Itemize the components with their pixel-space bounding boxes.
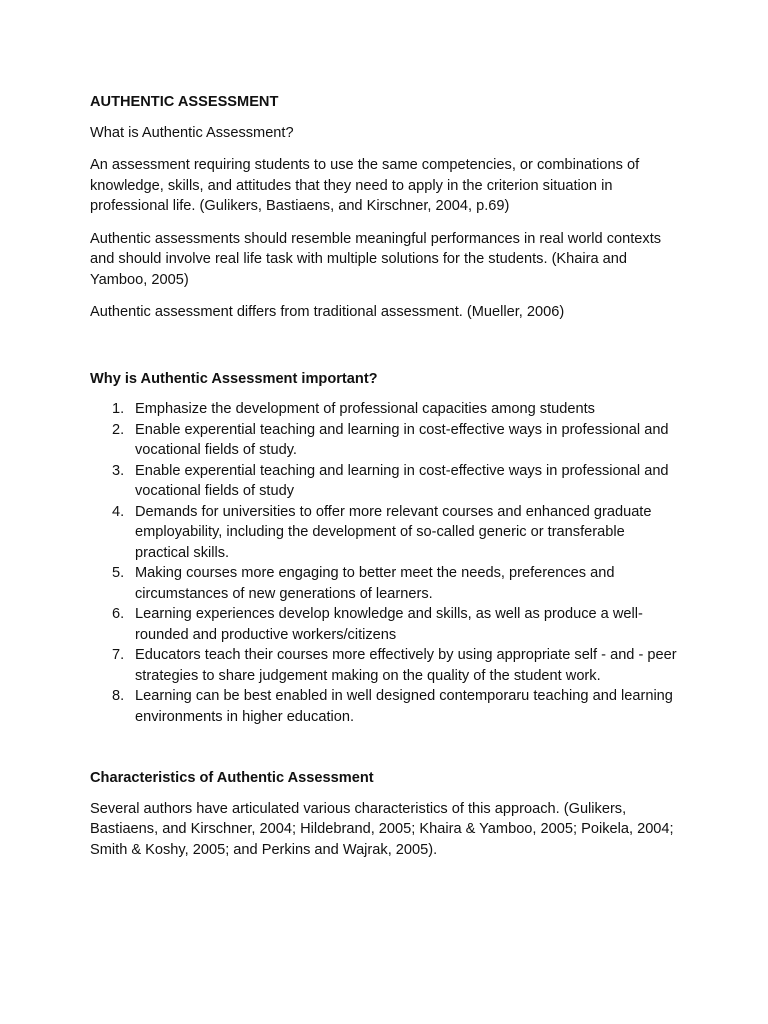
list-text: Enable experential teaching and learning in cost-effective ways in professional and vocational fields of study. (135, 421, 669, 458)
paragraph-definition: An assessment requiring students to use the same competencies, or combinations of knowledge, skills, and attitudes that they need to apply in the criterion situation in professional life. (Gulikers, Bastiaens, and Kirschner, 2004, p.69) (90, 157, 640, 214)
paragraph-characteristics: Several authors have articulated various characteristics of this approach. (Gulikers, Bastiaens, and Kirschner, 2004; Hildebrand, 2005; Khaira & Yamboo, 2005; Poikela, 2004; Smith & Koshy, 2005; and Perkins and Wajrak, 2005). (90, 800, 674, 858)
importance-list (90, 399, 680, 727)
list-item (90, 563, 680, 604)
list-text: Educators teach their courses more effectively by using appropriate self - and - peer strategies to share judgement making on the quality of the student work. (135, 647, 677, 684)
document-title: AUTHENTIC ASSESSMENT (90, 94, 279, 110)
list-item (90, 420, 680, 461)
list-text: Learning experiences develop knowledge and skills, as well as produce a well-rounded and productive workers/citizens (135, 606, 643, 643)
paragraph-resemble: Authentic assessments should resemble meaningful performances in real world contexts and should involve real life task with multiple solutions for the students. (Khaira and Yamboo, 2005) (90, 230, 662, 288)
list-number: 2. (112, 421, 125, 438)
list-item (90, 399, 680, 420)
list-number: 8. (112, 688, 125, 704)
list-text: Emphasize the development of professional capacities among students (135, 401, 595, 417)
list-item (90, 686, 680, 727)
list-item (90, 461, 680, 502)
list-item (90, 645, 680, 686)
question-heading: What is Authentic Assessment? (90, 124, 294, 141)
list-number: 6. (112, 606, 125, 622)
list-number: 5. (112, 565, 125, 581)
list-item (90, 502, 680, 564)
why-heading: Why is Authentic Assessment important? (90, 370, 378, 387)
list-number: 3. (112, 462, 125, 479)
list-text: Demands for universities to offer more relevant courses and enhanced graduate employability, including the development of so-called generic or transferable practical skills. (135, 503, 652, 561)
list-text: Making courses more engaging to better meet the needs, preferences and circumstances of new generations of learners. (135, 565, 615, 602)
list-number: 1. (112, 401, 125, 417)
list-text: Learning can be best enabled in well designed contemporaru teaching and learning environments in higher education. (135, 688, 673, 725)
list-text: Enable experential teaching and learning in cost-effective ways in professional and vocational fields of study (135, 462, 669, 499)
list-number: 7. (112, 647, 125, 663)
paragraph-differs: Authentic assessment differs from traditional assessment. (Mueller, 2006) (90, 304, 565, 320)
list-item (90, 604, 680, 645)
list-number: 4. (112, 503, 125, 520)
characteristics-heading: Characteristics of Authentic Assessment (90, 770, 374, 786)
document-content (90, 92, 680, 872)
